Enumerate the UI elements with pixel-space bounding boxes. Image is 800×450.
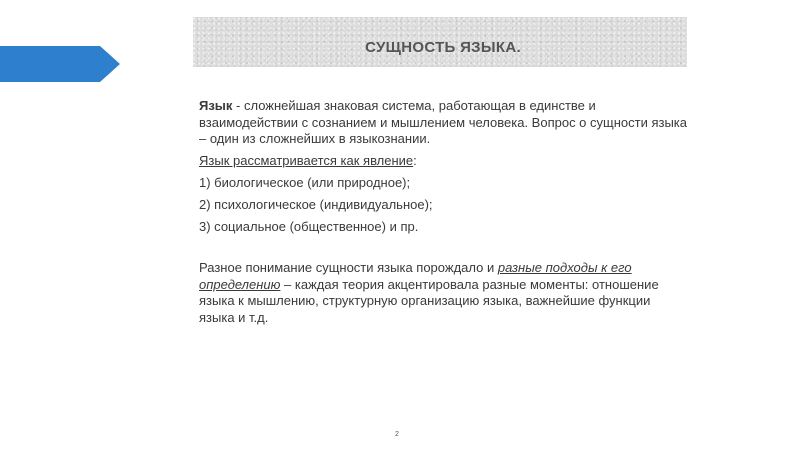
blue-arrow-shape — [0, 46, 120, 82]
definition-term: Язык — [199, 98, 233, 113]
spacer — [199, 241, 689, 260]
list-item: 1) биологическое (или природное); — [199, 175, 411, 190]
approaches-text-before: Разное понимание сущности языка порождало и — [199, 260, 498, 275]
list-item: 2) психологическое (индивидуальное); — [199, 197, 433, 212]
phenomenon-intro-colon: : — [413, 153, 417, 168]
list-item: 3) социальное (общественное) и пр. — [199, 219, 419, 234]
phenomenon-intro-underlined: Язык рассматривается как явление — [199, 153, 414, 168]
approaches-emphasis: разные подходы к его определению — [199, 260, 632, 292]
approaches-text-after: – каждая теория акцентировала разные моменты: отношение языка к мышлению, структурную организацию языка, важнейшие функции языка и т.д. — [199, 276, 659, 325]
slide-title: СУЩНОСТЬ ЯЗЫКА. — [365, 38, 521, 56]
definition-paragraph — [199, 98, 689, 148]
definition-text: - сложнейшая знаковая система, работающая в единстве и взаимодействии с сознанием и мышлением человека. Вопрос о сущности языка – один из сложнейших в языкознании. — [199, 98, 688, 146]
slide-content — [199, 98, 689, 332]
title-band — [193, 17, 687, 67]
approaches-paragraph — [199, 260, 689, 326]
page-number: 2 — [395, 431, 399, 438]
phenomenon-intro — [199, 153, 689, 170]
